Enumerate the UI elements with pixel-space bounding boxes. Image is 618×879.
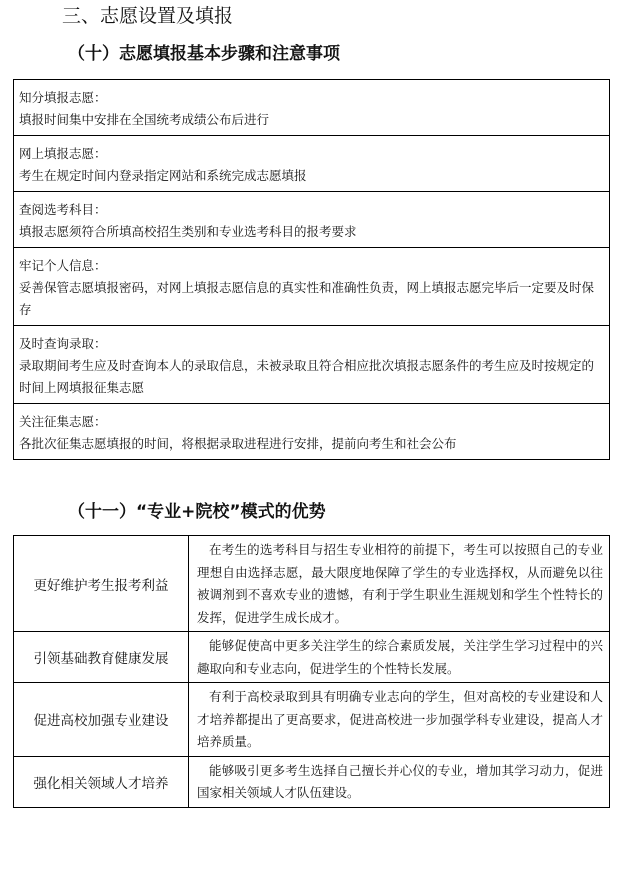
- step-heading: 及时查询录取：: [19, 336, 107, 351]
- step-heading: 网上填报志愿：: [19, 146, 107, 161]
- step-heading: 关注征集志愿：: [19, 414, 107, 429]
- table-row: [14, 756, 610, 807]
- step-description: 考生在规定时间内登录指定网站和系统完成志愿填报: [19, 168, 307, 183]
- step-heading: 查阅选考科目：: [19, 202, 107, 217]
- advantage-label: 引领基础教育健康发展: [14, 632, 189, 683]
- step-row: [14, 136, 609, 192]
- step-heading: 牢记个人信息：: [19, 258, 107, 273]
- step-description: 妥善保管志愿填报密码，对网上填报志愿信息的真实性和准确性负责，网上填报志愿完毕后一定要及时保存: [19, 280, 595, 317]
- advantages-table: [13, 535, 610, 808]
- step-description: 录取期间考生应及时查询本人的录取信息，未被录取且符合相应批次填报志愿条件的考生应及时按规定的时间上网填报征集志愿: [19, 358, 595, 395]
- advantage-text: 能够吸引更多考生选择自己擅长并心仪的专业，增加其学习动力，促进国家相关领域人才队伍建设。: [189, 756, 610, 807]
- advantage-text: 能够促使高中更多关注学生的综合素质发展，关注学生学习过程中的兴趣取向和专业志向，促进学生的个性特长发展。: [189, 632, 610, 683]
- step-row: [14, 404, 609, 460]
- step-heading: 知分填报志愿：: [19, 90, 107, 105]
- table-row: [14, 536, 610, 632]
- table-row: [14, 683, 610, 757]
- section-title: 三、志愿设置及填报: [62, 5, 234, 27]
- step-row: [14, 326, 609, 404]
- advantage-label: 更好维护考生报考利益: [14, 536, 189, 632]
- table-row: [14, 632, 610, 683]
- step-row: [14, 80, 609, 136]
- step-description: 填报志愿须符合所填高校招生类别和专业选考科目的报考要求: [19, 224, 357, 239]
- step-row: [14, 192, 609, 248]
- advantage-label: 强化相关领域人才培养: [14, 756, 189, 807]
- advantage-text: 在考生的选考科目与招生专业相符的前提下，考生可以按照自己的专业理想自由选择志愿，最大限度地保障了学生的专业选择权，从而避免以往被调剂到不喜欢专业的遗憾，有利于学生职业生涯规划和学生个性特长的发挥，促进学生成长成才。: [189, 536, 610, 632]
- advantage-label: 促进高校加强专业建设: [14, 683, 189, 757]
- advantage-text: 有利于高校录取到具有明确专业志向的学生，但对高校的专业建设和人才培养都提出了更高要求，促进高校进一步加强学科专业建设，提高人才培养质量。: [189, 683, 610, 757]
- subsection-title-steps: （十）志愿填报基本步骤和注意事项: [68, 44, 340, 64]
- step-description: 填报时间集中安排在全国统考成绩公布后进行: [19, 112, 270, 127]
- steps-table: [13, 79, 610, 460]
- subsection-title-advantages: （十一）“专业+院校”模式的优势: [68, 502, 326, 522]
- step-description: 各批次征集志愿填报的时间，将根据录取进程进行安排，提前向考生和社会公布: [19, 436, 457, 451]
- step-row: [14, 248, 609, 326]
